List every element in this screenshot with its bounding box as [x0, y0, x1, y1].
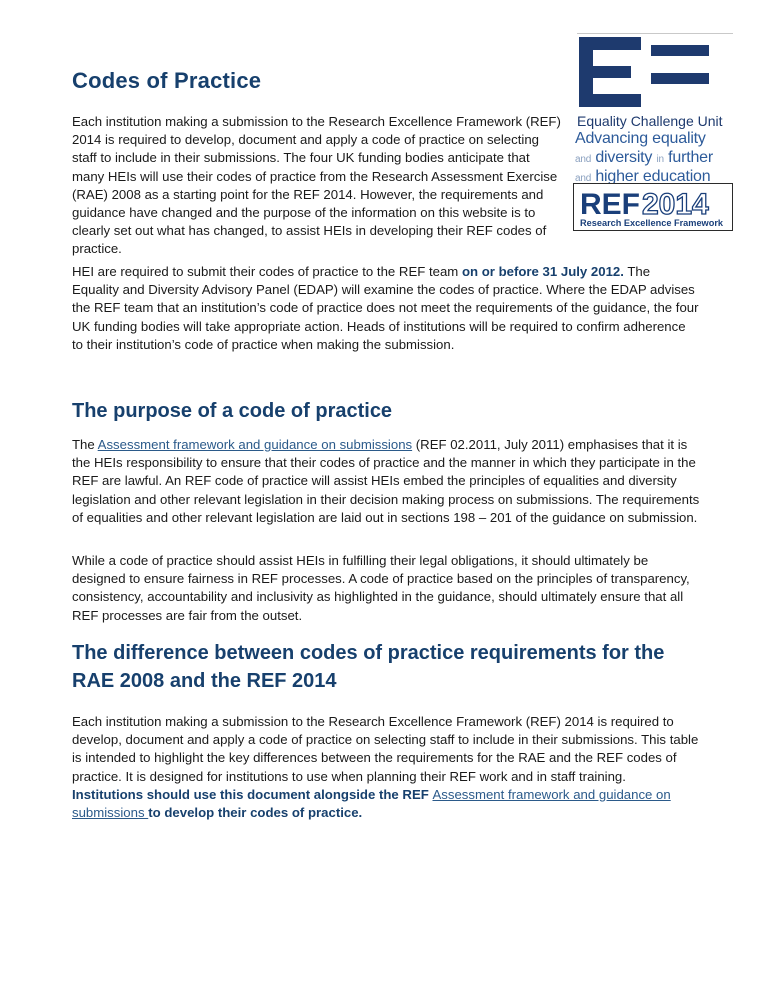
intro-paragraph: Each institution making a submission to the Research Excellence Framework (REF) 2014 is required to develop, document and apply a code of practice on selecting staff to include in their submissions. The four UK funding bodies anticipate that many HEIs will use their codes of practice from the Research Assessment Exercise (RAE) 2008 as a starting point for the REF 2014. However, the requirements and guidance have changed and the purpose of the information on this website is to clearly set out what has changed, to assist HEIs in developing their REF codes of practice. [72, 114, 561, 257]
deadline-paragraph: HEI are required to submit their codes of practice to the REF team on or before 31 July 2012. The Equality and Diversity Advisory Panel (EDAP) will examine the codes of practice. Where the EDAP advises the REF team that an institution’s code of practice does not meet the requirements of the guidance, the four UK funding bodies will take appropriate action. Heads of institutions will be required to confirm adherence to their institution’s code of practice when making the submission. [72, 264, 699, 352]
ecu-title: Equality Challenge Unit [577, 113, 723, 129]
svg-text:REF: REF [580, 188, 640, 221]
difference-heading: The difference between codes of practice requirements for the RAE 2008 and the REF 2014 [72, 642, 665, 692]
ecu-mark-icon [577, 33, 733, 111]
assessment-framework-link-2[interactable]: Assessment framework and guidance on submissions [72, 786, 671, 821]
ecu-tagline-1: Advancing equality [575, 130, 706, 147]
ecu-tagline-3: and higher education [575, 168, 711, 183]
svg-text:Research Excellence Framework: Research Excellence Framework [580, 218, 723, 228]
ref-2014-logo [573, 183, 733, 231]
page-title: Codes of Practice [72, 68, 262, 93]
ecu-tagline-2: and diversity in further [575, 149, 713, 166]
ref-2014-wordmark-icon [574, 184, 732, 230]
purpose-paragraph-1: The Assessment framework and guidance on submissions (REF 02.2011, July 2011) emphasises that it is the HEIs responsibility to ensure that their codes of practice and the manner in which they participate in the REF are lawful. An REF code of practice will assist HEIs embed the principles of equalities and diversity legislation and other relevant legislation in their decision making process on submissions. The requirements of equalities and other relevant legislation are laid out in sections 198 – 201 of the guidance on submission. [72, 437, 700, 525]
purpose-heading: The purpose of a code of practice [72, 400, 393, 422]
svg-text:2014: 2014 [642, 188, 709, 221]
purpose-paragraph-2: While a code of practice should assist HEIs in fulfilling their legal obligations, it should ultimately be designed to ensure fairness in REF processes. A code of practice based on the principles of transparency, consistency, accountability and inclusivity as highlighted in the guidance, should ultimately ensure that all REF processes are fair from the outset. [72, 553, 690, 623]
deadline-date: on or before 31 July 2012. [461, 264, 624, 279]
difference-paragraph: Each institution making a submission to the Research Excellence Framework (REF) 2014 is required to develop, document and apply a code of practice on selecting staff to include in their submissions. This table is intended to highlight the key differences between the requirements for the RAE and the REF codes of practice. It is designed for institutions to use when planning their REF work and in staff training. Institutions should use this document alongside the REF Assessment framework and guidance on submissions to develop their codes of practice. [72, 714, 699, 821]
assessment-framework-link[interactable]: Assessment framework and guidance on submissions [97, 437, 413, 452]
equality-challenge-unit-logo [575, 33, 733, 183]
